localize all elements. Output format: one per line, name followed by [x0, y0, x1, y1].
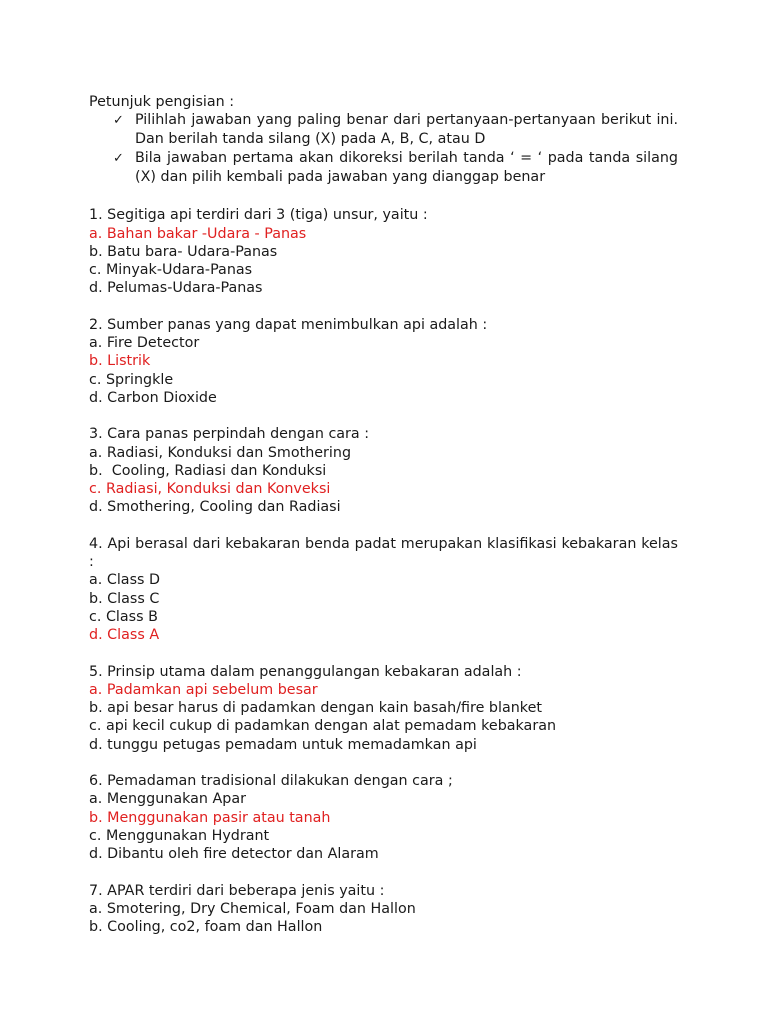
question-text: 5. Prinsip utama dalam penanggulangan kebakaran adalah :: [89, 663, 522, 680]
question-block: [89, 663, 678, 754]
answer-option: d. tunggu petugas pemadam untuk memadamkan api: [89, 736, 477, 753]
question-block: [89, 772, 678, 863]
question-block: [89, 882, 678, 937]
answer-option: a. Smotering, Dry Chemical, Foam dan Hallon: [89, 900, 416, 917]
answer-option-correct: b. Menggunakan pasir atau tanah: [89, 809, 331, 826]
answer-option: c. Springkle: [89, 371, 174, 388]
answer-option: b. Cooling, Radiasi dan Konduksi: [89, 462, 327, 479]
answer-option: b. Class C: [89, 590, 160, 607]
instructions-list: [89, 111, 678, 187]
answer-option: c. Menggunakan Hydrant: [89, 827, 270, 844]
instruction-item: [113, 149, 678, 187]
checkmark-icon: ✓: [113, 151, 124, 167]
answer-option: a. Class D: [89, 572, 161, 589]
instruction-text: Pilihlah jawaban yang paling benar dari pertanyaan-pertanyaan berikut ini. Dan berilah tanda silang (X) pada A, B, C, atau D: [135, 112, 678, 148]
answer-option: a. Radiasi, Konduksi dan Smothering: [89, 444, 352, 461]
answer-option: d. Smothering, Cooling dan Radiasi: [89, 499, 341, 516]
answer-option-correct: c. Radiasi, Konduksi dan Konveksi: [89, 481, 331, 498]
question-list: [89, 206, 678, 936]
question-block: [89, 535, 678, 645]
answer-option: c. Minyak-Udara-Panas: [89, 262, 253, 279]
answer-option: a. Menggunakan Apar: [89, 791, 246, 808]
question-text: 7. APAR terdiri dari beberapa jenis yaitu :: [89, 882, 385, 899]
question-block: [89, 425, 678, 516]
question-text: 1. Segitiga api terdiri dari 3 (tiga) unsur, yaitu :: [89, 207, 428, 224]
answer-option-correct: b. Listrik: [89, 353, 151, 370]
question-text: 3. Cara panas perpindah dengan cara :: [89, 426, 370, 443]
instructions-block: [89, 93, 678, 187]
question-block: [89, 316, 678, 407]
answer-option: b. Batu bara- Udara-Panas: [89, 243, 278, 260]
answer-option-correct: d. Class A: [89, 627, 160, 644]
answer-option: d. Pelumas-Udara-Panas: [89, 280, 263, 297]
answer-option: b. Cooling, co2, foam dan Hallon: [89, 919, 323, 936]
question-block: [89, 206, 678, 297]
question-text: 4. Api berasal dari kebakaran benda padat merupakan klasifikasi kebakaran kelas :: [89, 535, 678, 571]
question-text: 2. Sumber panas yang dapat menimbulkan api adalah :: [89, 316, 488, 333]
instruction-item: [113, 111, 678, 149]
answer-option: c. api kecil cukup di padamkan dengan alat pemadam kebakaran: [89, 718, 557, 735]
question-text: 6. Pemadaman tradisional dilakukan dengan cara ;: [89, 773, 453, 790]
answer-option: d. Carbon Dioxide: [89, 389, 217, 406]
answer-option-correct: a. Padamkan api sebelum besar: [89, 681, 318, 698]
answer-option-correct: a. Bahan bakar -Udara - Panas: [89, 225, 307, 242]
instruction-text: Bila jawaban pertama akan dikoreksi berilah tanda ‘ = ‘ pada tanda silang (X) dan pilih kembali pada jawaban yang dianggap benar: [135, 150, 678, 186]
checkmark-icon: ✓: [113, 113, 124, 129]
answer-option: a. Fire Detector: [89, 335, 200, 352]
answer-option: b. api besar harus di padamkan dengan kain basah/fire blanket: [89, 700, 542, 717]
instructions-title: Petunjuk pengisian :: [89, 94, 235, 110]
answer-option: c. Class B: [89, 608, 158, 625]
answer-option: d. Dibantu oleh fire detector dan Alaram: [89, 846, 379, 863]
